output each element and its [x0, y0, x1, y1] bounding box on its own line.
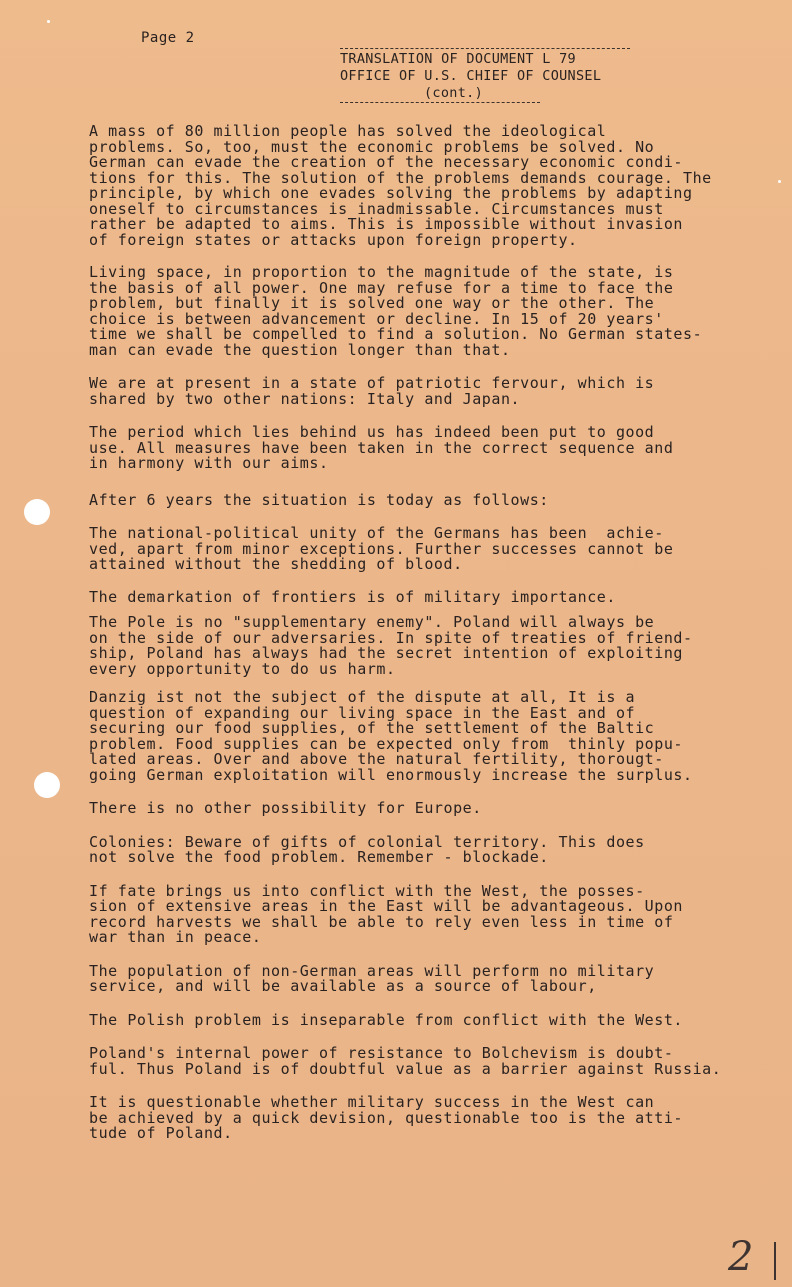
paragraph: The population of non-German areas will perform no military service, and will be available as a source of labour,	[89, 961, 655, 995]
document-body	[89, 124, 759, 1158]
paragraph: Living space, in proportion to the magnitude of the state, is the basis of all power. One may refuse for a time to face the problem, but finally it is solved one way or the other. The choice is between advancement or decline. In 15 of 20 years' time we shall be compelled to find a solution. No German states- man can evade the question longer than that.	[89, 263, 703, 359]
paper-speck	[47, 20, 50, 23]
paragraph: A mass of 80 million people has solved the ideological problems. So, too, must the economic problems be solved. No German can evade the creation of the necessary economic condi- tions for this. The solution of the problems demands courage. The principle, by which one evades solving the problems by adapting oneself to circumstances is inadmissable. Circumstances must rather be adapted to aims. This is impossible without invasion of foreign states or attacks upon foreign property.	[89, 122, 712, 249]
document-header	[340, 48, 670, 103]
paragraph: Colonies: Beware of gifts of colonial territory. This does not solve the food problem. Remember - blockade.	[89, 832, 645, 866]
punch-hole-bottom	[34, 772, 60, 798]
handwritten-page-mark: 2	[728, 1234, 754, 1280]
paragraph: The period which lies behind us has indeed been put to good use. All measures have been taken in the correct sequence and in harmony with our aims.	[89, 423, 674, 472]
paragraph: The Pole is no "supplementary enemy". Poland will always be on the side of our adversaries. In spite of treaties of friend- ship, Poland has always had the secret intention of exploiting every opportunity to do us harm.	[89, 613, 693, 678]
paragraph: If fate brings us into conflict with the West, the posses- sion of extensive areas in the East will be advantageous. Upon record harvests we shall be able to rely even less in time of war than in peace.	[89, 881, 684, 946]
header-continued: (cont.)	[424, 85, 483, 101]
paragraph: We are at present in a state of patriotic fervour, which is shared by two other nations: Italy and Japan.	[89, 374, 655, 408]
paper-speck	[778, 180, 781, 183]
header-top-rule	[340, 48, 630, 49]
page-number: Page 2	[141, 30, 195, 46]
paragraph: Poland's internal power of resistance to Bolchevism is doubt- ful. Thus Poland is of doubtful value as a barrier against Russia.	[89, 1044, 722, 1078]
paragraph: The national-political unity of the Germans has been achie- ved, apart from minor exceptions. Further successes cannot be attained without the shedding of blood.	[89, 524, 674, 573]
header-office: OFFICE OF U.S. CHIEF OF COUNSEL	[340, 68, 602, 84]
handwritten-stroke	[774, 1242, 776, 1280]
paragraph: After 6 years the situation is today as follows:	[89, 490, 549, 509]
paragraph: It is questionable whether military success in the West can be achieved by a quick devision, questionable too is the atti- tude of Poland.	[89, 1093, 684, 1142]
paragraph: Danzig ist not the subject of the dispute at all, It is a question of expanding our living space in the East and of securing our food supplies, of the settlement of the Baltic problem. Food supplies can be expected only from thinly popu- lated areas. Over and above the natural fertility, thorougt- going German exploitation will enormously increase the surplus.	[89, 688, 693, 784]
header-bottom-rule	[340, 102, 540, 103]
punch-hole-top	[24, 499, 50, 525]
header-title: TRANSLATION OF DOCUMENT L 79	[340, 51, 576, 67]
paragraph: There is no other possibility for Europe.	[89, 799, 482, 817]
paragraph: The demarkation of frontiers is of military importance.	[89, 587, 616, 606]
paragraph: The Polish problem is inseparable from conflict with the West.	[89, 1010, 684, 1029]
